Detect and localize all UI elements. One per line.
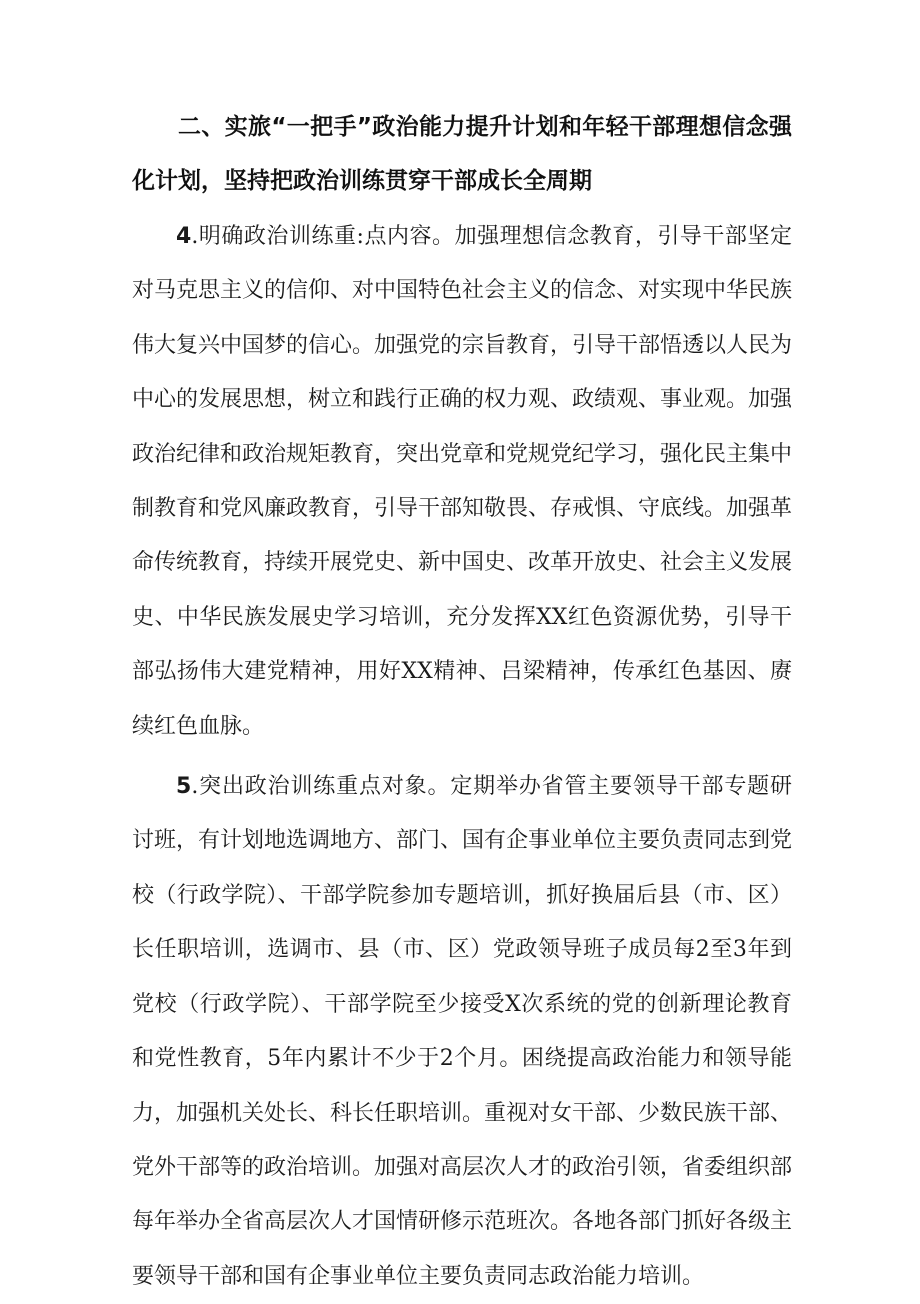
section-heading: 二、实旅“一把手”政治能力提升计划和年轻干部理想信念强化计划，坚持把政治训练贯穿干部成长全周期 xyxy=(132,114,792,194)
paragraph-number: 4 xyxy=(176,224,192,249)
paragraph-5 xyxy=(132,760,792,1304)
paragraph-text: .突出政治训练重点对象。定期举办省管主要领导干部专题研讨班，有计划地选调地方、部门、国有企事业单位主要负责同志到党校（行政学院）、干部学院参加专题培训，抓好换届后县（市、区）长任职培训，选调市、县（市、区）党政领导班子成员每2至3年到党校（行政学院）、干部学院至少接受X次系统的党的创新理论教育和党性教育，5年内累计不少于2个月。困绕提高政治能力和领导能力，加强机关处长、科长任职培训。重视对女干部、少数民族干部、党外干部等的政治培训。加强对高层次人才的政治引领，省委组织部每年举办全省高层次人才国情研修示范班次。各地各部门抓好各级主要领导干部和国有企事业单位主要负责同志政治能力培训。 xyxy=(132,774,793,1289)
paragraph-4 xyxy=(132,210,792,754)
document-body xyxy=(132,100,792,1304)
paragraph-text: .明确政治训练重:点内容。加强理想信念教育，引导干部坚定对马克思主义的信仰、对中国特色社会主义的信念、对实现中华民族伟大复兴中国梦的信心。加强党的宗旨教育，引导干部悟透以人民为中心的发展思想，树立和践行正确的权力观、政绩观、事业观。加强政治纪律和政治规矩教育，突出党章和党规党纪学习，强化民主集中制教育和党风廉政教育，引导干部知敬畏、存戒惧、守底线。加强革命传统教育，持续开展党史、新中国史、改革开放史、社会主义发展史、中华民族发展史学习培训，充分发挥XX红色资源优势，引导干部弘扬伟大建党精神，用好XX精神、吕梁精神，传承红色基因、赓续红色血脉。 xyxy=(132,224,793,739)
paragraph-number: 5 xyxy=(176,774,192,800)
